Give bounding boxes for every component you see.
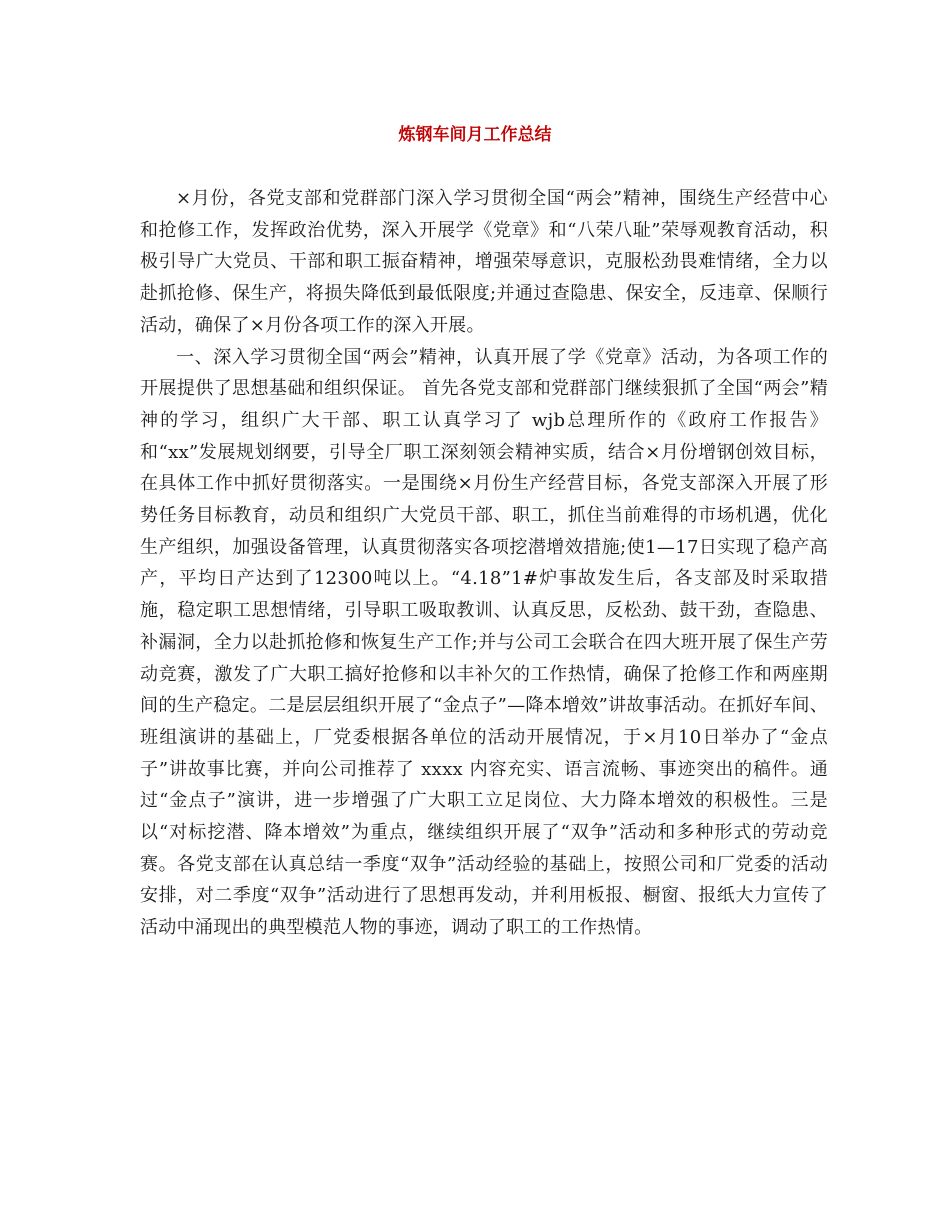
paragraph-intro: ×月份，各党支部和党群部门深入学习贯彻全国“两会”精神，围绕生产经营中心和抢修工作，发挥政治优势，深入开展学《党章》和“八荣八耻”荣辱观教育活动，积极引导广大党员、干部和职工振奋精神，增强荣辱意识，克服松劲畏难情绪，全力以赴抓抢修、保生产，将损失降低到最低限度;并通过查隐患、保安全，反违章、保顺行活动，确保了×月份各项工作的深入开展。 — [140, 188, 828, 336]
document-title: 炼钢车间月工作总结 — [398, 125, 552, 145]
document-body — [140, 183, 828, 944]
paragraph-section-one: 一、深入学习贯彻全国“两会”精神，认真开展了学《党章》活动，为各项工作的开展提供了思想基础和组织保证。 首先各党支部和党群部门继续狠抓了全国“两会”精神的学习，组织广大干部、职工认真学习了 wjb总理所作的《政府工作报告》和“xx”发展规划纲要，引导全厂职工深刻领会精神实质，结合×月份增钢创效目标，在具体工作中抓好贯彻落实。一是围绕×月份生产经营目标，各党支部深入开展了形势任务目标教育，动员和组织广大党员干部、职工，抓住当前难得的市场机遇，优化生产组织，加强设备管理，认真贯彻落实各项挖潜增效措施;使1—17日实现了稳产高产，平均日产达到了12300吨以上。“4.18”1#炉事故发生后，各支部及时采取措施，稳定职工思想情绪，引导职工吸取教训、认真反思，反松劲、鼓干劲，查隐患、补漏洞，全力以赴抓抢修和恢复生产工作;并与公司工会联合在四大班开展了保生产劳动竞赛，激发了广大职工搞好抢修和以丰补欠的工作热情，确保了抢修工作和两座期间的生产稳定。二是层层组织开展了“金点子”—降本增效”讲故事活动。在抓好车间、班组演讲的基础上，厂党委根据各单位的活动开展情况，于×月10日举办了“金点子”讲故事比赛，并向公司推荐了 xxxx 内容充实、语言流畅、事迹突出的稿件。通过“金点子”演讲，进一步增强了广大职工立足岗位、大力降本增效的积极性。三是以“对标挖潜、降本增效”为重点，继续组织开展了“双争”活动和多种形式的劳动竞赛。各党支部在认真总结一季度“双争”活动经验的基础上，按照公司和厂党委的活动安排，对二季度“双争”活动进行了思想再发动，并利用板报、橱窗、报纸大力宣传了活动中涌现出的典型模范人物的事迹，调动了职工的工作热情。 — [140, 346, 828, 939]
